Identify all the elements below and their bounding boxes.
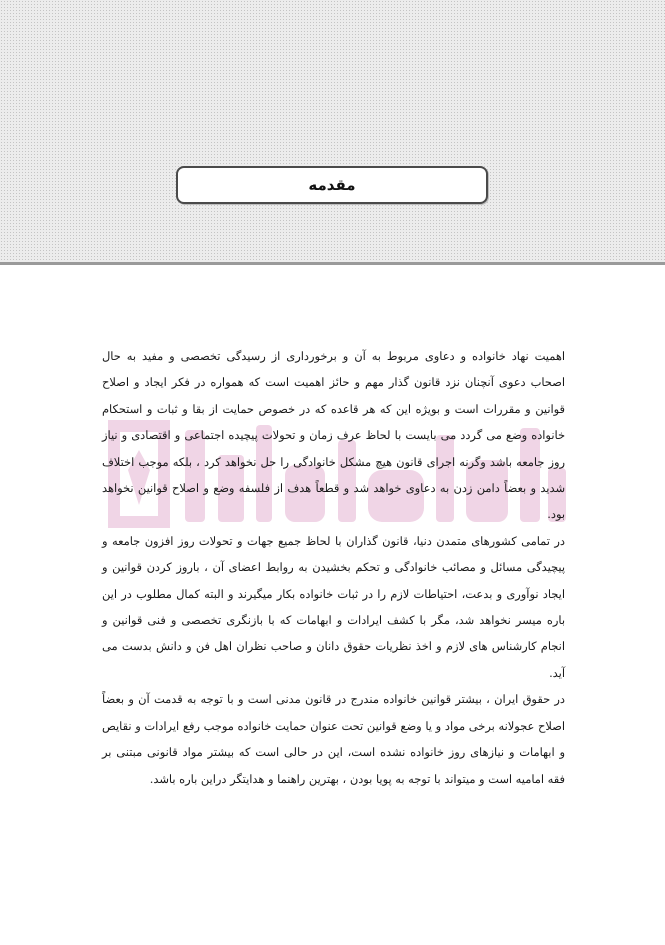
- body-text: [102, 343, 565, 792]
- chapter-title: مقدمه: [308, 176, 356, 194]
- paragraph: در تمامی کشورهای متمدن دنیا، قانون گذاران با لحاظ جمیع جهات و تحولات روز افزون جامعه و پیچیدگی مسائل و مصائب خانوادگی و تحکم بخشیدن به روابط اعضای آن ، باروز کردن قوانین و ایجاد نوآوری و بدعت، احتیاطات لازم را در ثبات خانواده بکار میگیرند و البته کمال مطلوب در این باره میسر نخواهد شد، مگر با کشف ایرادات و ابهامات که با بازنگری تخصصی و فنی قوانین و انجام کارشناس های لازم و اخذ نظریات حقوق دانان و صاحب نظران اهل فن و دانش بدست می آید.: [102, 533, 565, 680]
- paragraph: اهمیت نهاد خانواده و دعاوی مربوط به آن و برخورداری از رسیدگی تخصصی و مفید به حال اصحاب دعوی آنچنان نزد قانون گذار مهم و حائز اهمیت است که همواره در فکر ایجاد و اصلاح قوانین و مقررات است و بویژه این که هر قاعده که در خصوص حمایت از بقا و ثبات و استحکام خانواده وضع می گردد می بایست با لحاظ عرف زمان و تحولات پیچیده اجتماعی و اقتصادی و نیاز روز جامعه باشد وگرنه اجرای قانون هیچ مشکل خانوادگی را حل نخواهد کرد ، بلکه موجب اختلاف شدید و بعضاً دامن زدن به دعاوی خواهد شد و قطعاً هدف از فلسفه وضع و اصلاح قوانین نخواهد بود.: [102, 349, 565, 522]
- chapter-title-box: [176, 166, 488, 204]
- header-band: [0, 0, 665, 262]
- header-divider: [0, 262, 665, 265]
- paragraph: در حقوق ایران ، بیشتر قوانین خانواده مندرج در قانون مدنی است و با توجه به قدمت آن و بعضاً اصلاح عجولانه برخی مواد و یا وضع قوانین تحت عنوان حمایت خانواده موجب رفع ایرادات و نقایص و ابهامات و نیازهای روز خانواده نشده است، این در حالی است که بیشتر مواد قانونی مبتنی بر فقه امامیه است و میتواند با توجه به پویا بودن ، بهترین راهنما و هدایتگر دراین باره باشد.: [102, 692, 565, 786]
